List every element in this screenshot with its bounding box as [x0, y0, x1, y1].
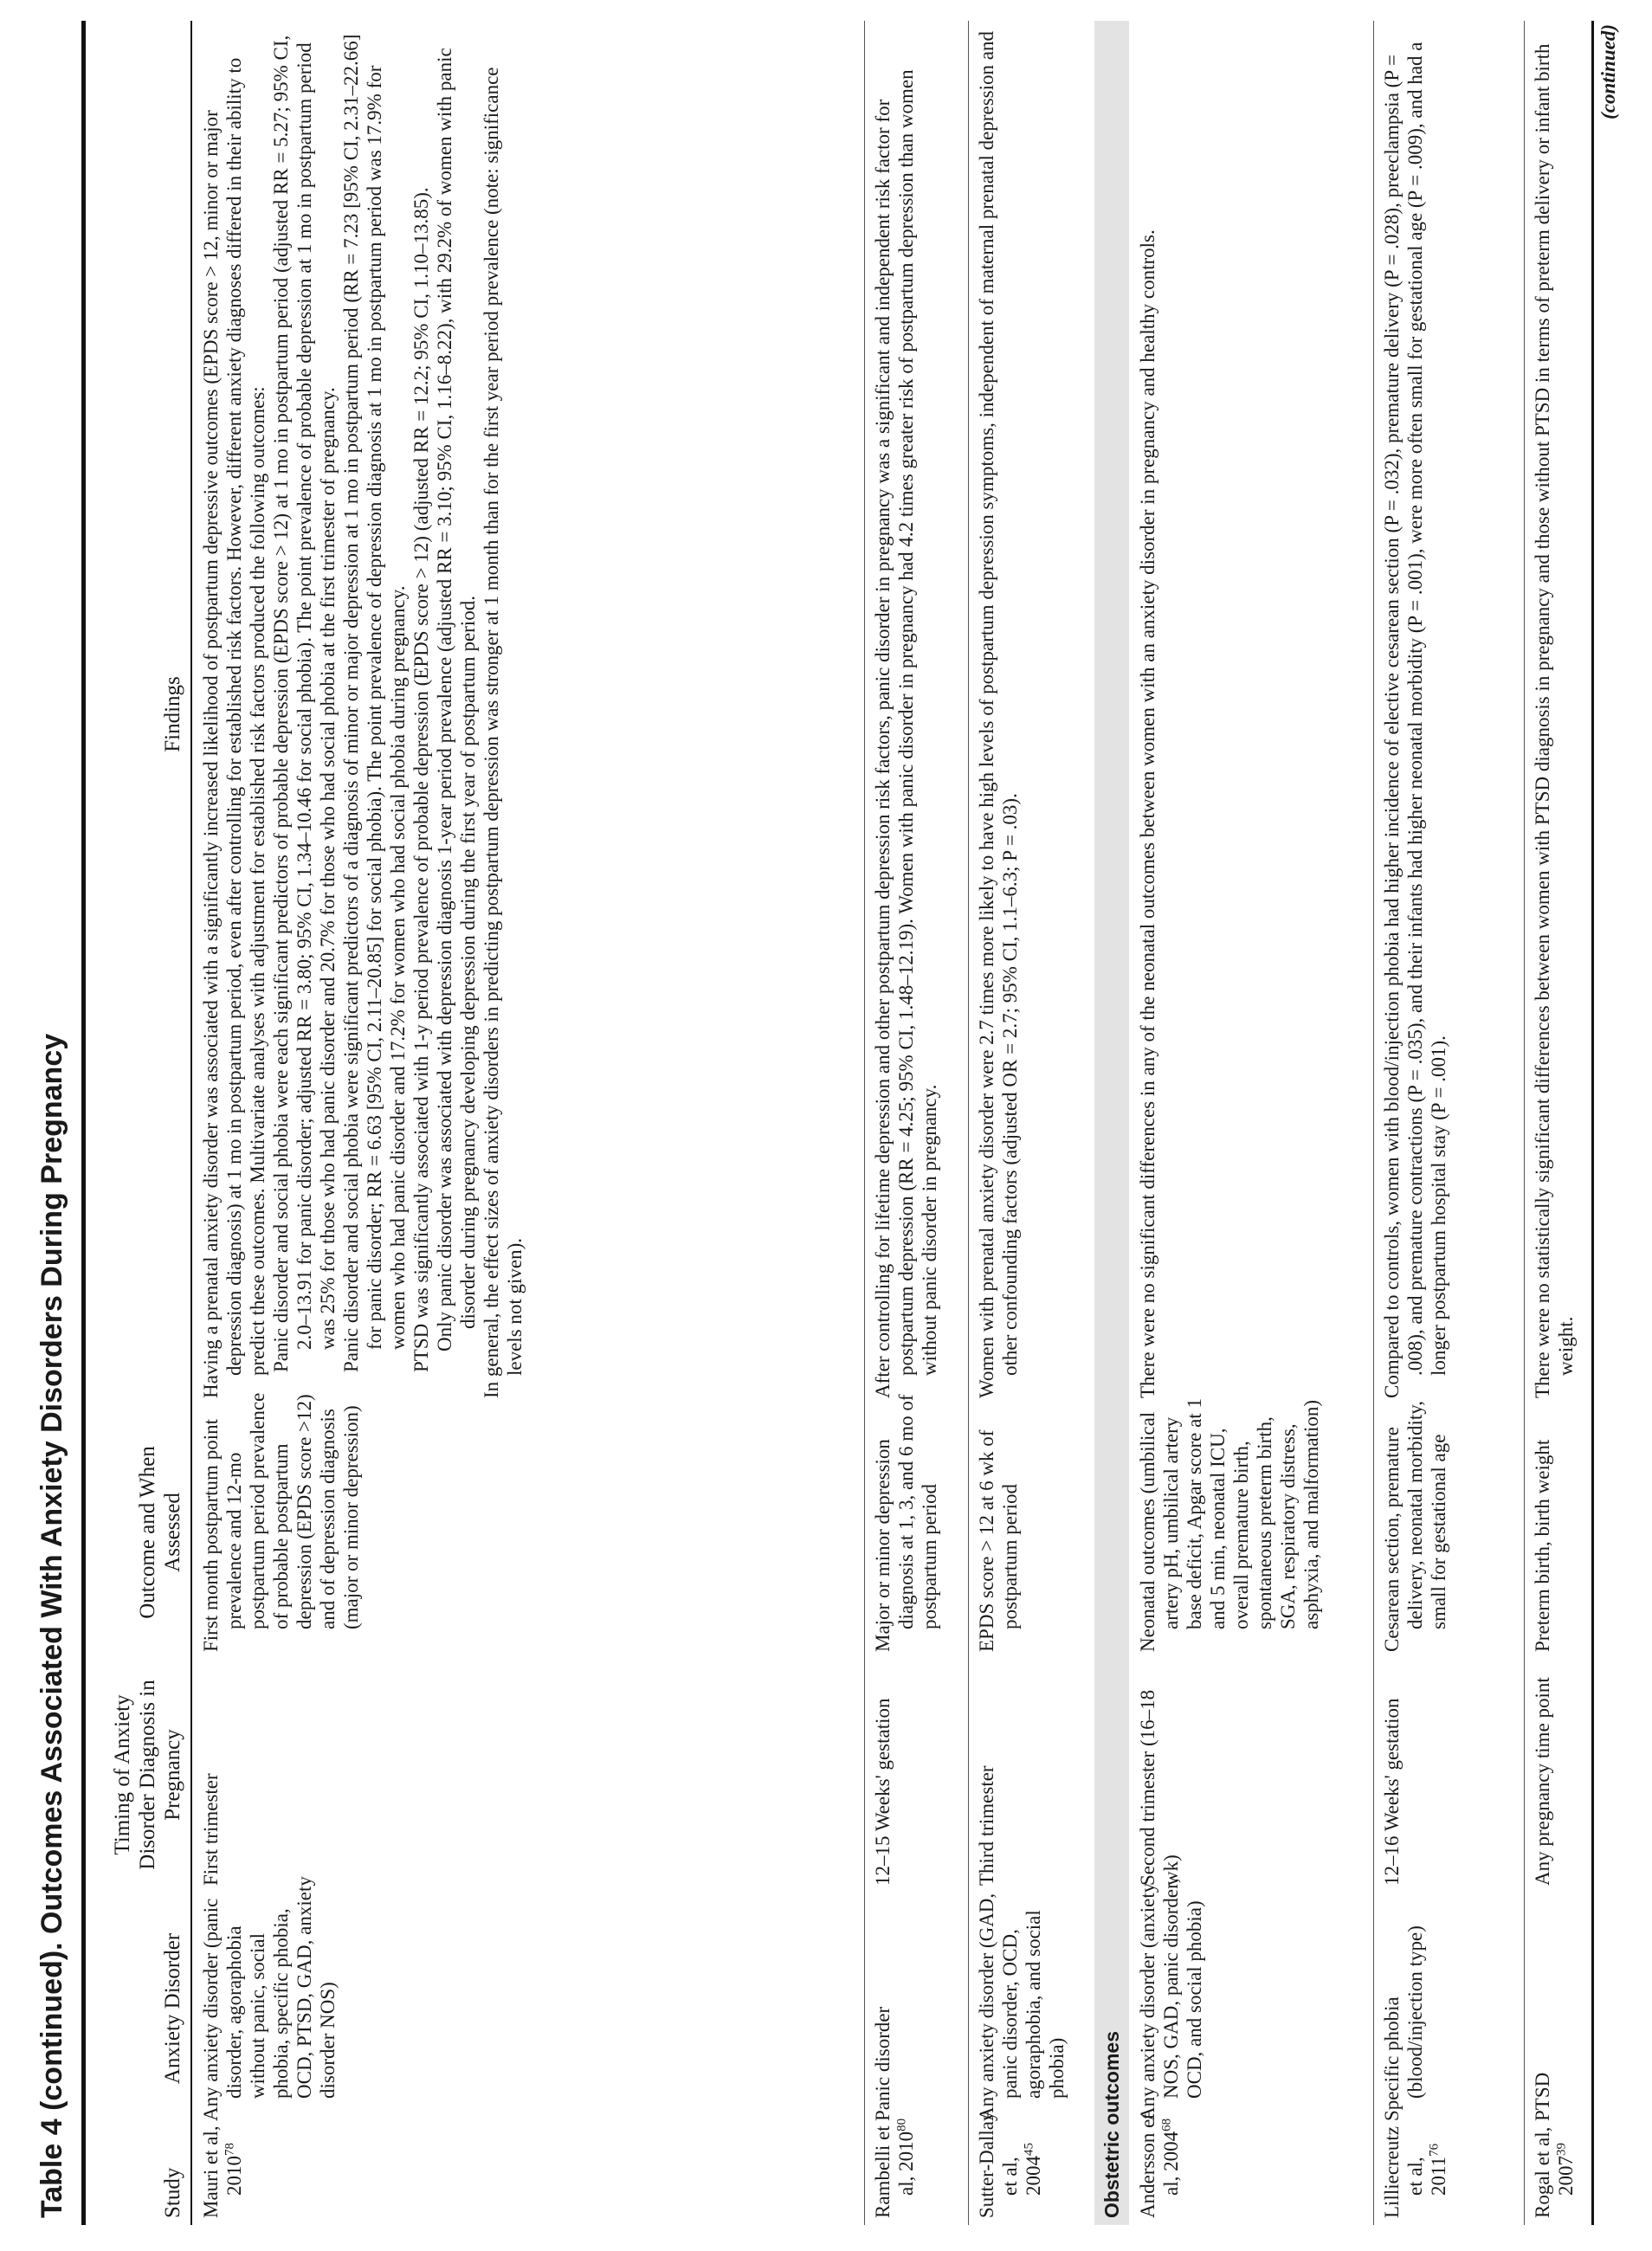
cell-disorder: Panic disorder: [872, 2006, 894, 2121]
table-bottom-rule: [1591, 21, 1594, 2225]
header-outcome: Outcome and When Assessed: [136, 1446, 184, 1619]
cell-outcome: Preterm birth, birth weight: [1532, 1439, 1553, 1652]
row-divider: [1373, 21, 1374, 2225]
cell-timing: First trimester: [200, 1773, 222, 1886]
finding-paragraph: Having a prenatal anxiety disorder was associated with a significantly increased likelihood of postpartum depressive outcomes (EPDS score > 12, minor or major depression diagnosis) at 1 mo in postpartum period, even after controlling for established risk factors. However, different anxiety diagnoses differed in their ability to predict these outcomes. Multivariate analyses with adjustment for established risk factors produced the following outcomes:: [200, 57, 268, 1398]
cell-outcome: EPDS score > 12 at 6 wk of postpartum period: [976, 1429, 1021, 1652]
header-study: Study: [161, 2167, 184, 2218]
section-obstetric-outcomes: Obstetric outcomes: [1094, 21, 1129, 2225]
header-anxiety-disorder: Anxiety Disorder: [161, 1932, 184, 2085]
row-divider: [864, 21, 865, 2225]
cell-disorder: Any anxiety disorder (anxiety NOS, GAD, panic disorder, OCD, and social phobia): [1137, 1878, 1205, 2121]
cell-disorder: PTSD: [1532, 2072, 1553, 2121]
cell-timing: 12–15 Weeks' gestation: [872, 1698, 894, 1886]
cell-study: Sutter-Dallay et al, 2004$^{45}$: [976, 2111, 1044, 2218]
cell-study: Rambelli et al, 2010$^{80}$: [872, 2118, 917, 2218]
finding-paragraph: In general, the effect sizes of anxiety disorders in predicting postpartum depression was stronger at 1 month than for the first year period prevalence (note: significance levels not given).: [481, 67, 526, 1398]
header-findings: Findings: [161, 676, 184, 752]
cell-findings: [199, 29, 526, 1398]
finding-paragraph: Panic disorder and social phobia were significant predictors of a diagnosis of minor or major depression at 1 mo in postpartum period (RR = 7.23 [95% CI, 2.31–22.66] for panic disorder; RR = 6.63 [95% CI, 2.11–20.85] for social phobia). The point prevalence of depression diagnosis at 1 mo in postpartum period was 17.9% for women who had panic disorder and 17.2% for women who had social phobia during pregnancy.: [340, 34, 409, 1372]
cell-timing: Second trimester (16–18 wk): [1137, 1689, 1182, 1886]
cell-timing: Any pregnancy time point: [1532, 1677, 1553, 1886]
cell-study: Lilliecreutz et al, 2011$^{76}$: [1381, 2126, 1449, 2218]
cell-outcome: Cesarean section, premature delivery, neonatal morbidity, small for gestational age: [1381, 1401, 1449, 1652]
cell-study: Andersson et al, 2004$^{68}$: [1137, 2113, 1182, 2218]
cell-findings: There were no statistically significant differences between women with PTSD diagnosis in pregnancy and those without PTSD in terms of preterm delivery or infant birth weight.: [1532, 43, 1577, 1398]
cell-disorder: Specific phobia (blood/injection type): [1381, 1925, 1426, 2121]
finding-paragraph: Only panic disorder was associated with depression diagnosis 1-year period prevalence (adjusted RR = 3.10; 95% CI, 1.16–8.22), with 29.2% of women with panic disorder during pregnancy developing depression during the first year of postpartum period.: [434, 48, 479, 1351]
cell-disorder: Any anxiety disorder (GAD, panic disorder, OCD, agoraphobia, and social phobia): [976, 1893, 1068, 2121]
cell-findings: Women with prenatal anxiety disorder were 2.7 times more likely to have high levels of postpartum depression symptoms, independent of maternal prenatal depression and other confounding factors (adjusted OR = 2.7; 95% CI, 1.1–6.3; P = .03).: [976, 31, 1021, 1398]
cell-study: Rogal et al, 2007$^{39}$: [1532, 2126, 1577, 2218]
cell-outcome: Major or minor depression diagnosis at 1, 3, and 6 mo of postpartum period: [872, 1394, 940, 1652]
cell-outcome: Neonatal outcomes (umbilical artery pH, umbilical artery base deficit, Apgar score at 1 and 5 min, neonatal ICU, overall premature birth, spontaneous preterm birth, SGA, respiratory distress, asphyxia, and malformation): [1137, 1398, 1322, 1652]
header-rule: [190, 21, 192, 2225]
cell-disorder: Any anxiety disorder (panic disorder, agoraphobia without panic, social phobia, specific phobia, OCD, PTSD, GAD, anxiety disorder NOS): [200, 1876, 339, 2121]
header-timing: Timing of Anxiety Disorder Diagnosis in Pregnancy: [111, 1680, 184, 1870]
cell-timing: 12–16 Weeks' gestation: [1381, 1698, 1403, 1886]
finding-paragraph: PTSD was significantly associated with 1-y period prevalence of probable depression (EPDS score > 12) (adjusted RR = 12.2; 95% CI, 1.10–13.85).: [410, 187, 432, 1372]
cell-findings: Compared to controls, women with blood/injection phobia had higher incidence of elective cesarean section (P = .032), premature delivery (P = .028), preeclampsia (P = .008), and premature contractions (P = .035), and their infants had higher neonatal morbidity (P = .001), were more often small for gestational age (P = .009), and had a longer postpartum hospital stay (P = .001).: [1381, 42, 1449, 1398]
row-divider: [1524, 21, 1525, 2225]
cell-findings: After controlling for lifetime depression and other postpartum depression risk factors, panic disorder in pregnancy was a significant and independent risk factor for postpartum depression (RR = 4.25; 95% CI, 1.48–12.19). Women with panic disorder in pregnancy had 4.2 times greater risk of postpartum depression than women without panic disorder in pregnancy.: [872, 69, 940, 1398]
cell-outcome: First month postpartum point prevalence and 12-mo postpartum period prevalence of probable postpartum depression (EPDS score >12) and of depression diagnosis (major or minor depression): [200, 1392, 362, 1652]
row-divider: [968, 21, 969, 2225]
continued-label: (continued): [1597, 24, 1619, 119]
cell-findings: There were no significant differences in any of the neonatal outcomes between women with an anxiety disorder in pregnancy and healthy controls.: [1137, 229, 1158, 1398]
cell-timing: Third trimester: [976, 1765, 997, 1886]
table-title: Table 4 (continued). Outcomes Associated With Anxiety Disorders During Pregnancy: [22, 21, 86, 2225]
finding-paragraph: Panic disorder and social phobia were each significant predictors of probable depression (EPDS score > 12) at 1 mo in postpartum period (adjusted RR = 5.27; 95% CI, 2.0–13.91 for panic disorder; adjusted RR = 3.80; 95% CI, 1.34–10.46 for social phobia). The point prevalence of probable depression at 1 mo in postpartum period was 25% for those who had panic disorder and 20.7% for those who had social phobia at the first trimester of pregnancy.: [270, 35, 339, 1372]
cell-study: Mauri et al, 2010$^{78}$: [200, 2125, 245, 2218]
